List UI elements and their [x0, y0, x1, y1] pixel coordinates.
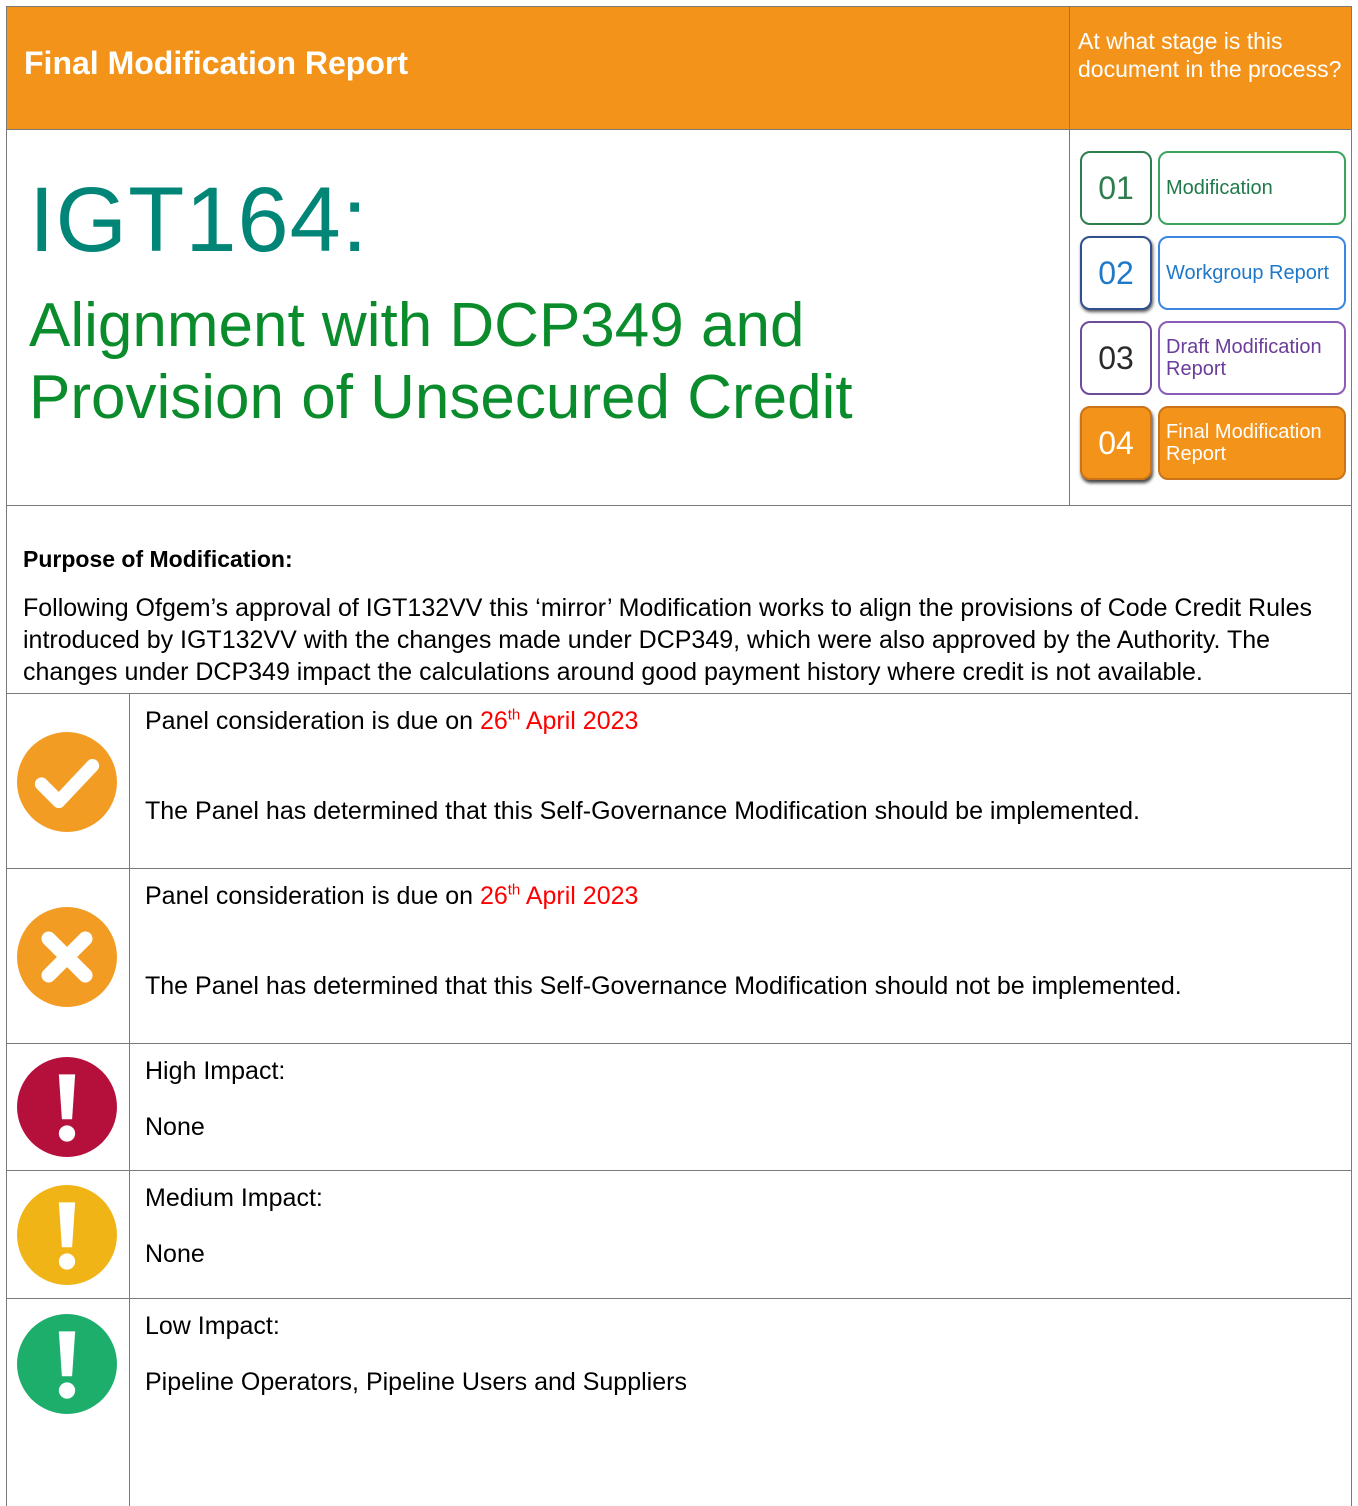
modification-title-line-2: Provision of Unsecured Credit — [29, 363, 853, 432]
high-impact-icon — [16, 1056, 118, 1158]
stage-label: Modification — [1158, 151, 1346, 225]
title-block — [6, 130, 1070, 506]
impact-icon-cell — [7, 1171, 130, 1298]
medium-impact-icon — [16, 1184, 118, 1286]
stage-02 — [1080, 236, 1346, 310]
panel-date-line — [145, 706, 638, 736]
decision-row-not-implemented — [6, 869, 1352, 1044]
impact-label: Low Impact: — [145, 1312, 280, 1340]
cross-icon — [16, 906, 118, 1008]
impact-value: None — [145, 1113, 205, 1141]
decision-row-implemented — [6, 694, 1352, 869]
decision-statement: The Panel has determined that this Self-Governance Modification should not be implemented. — [145, 972, 1182, 1000]
stage-number: 02 — [1080, 236, 1152, 310]
impact-value: None — [145, 1240, 205, 1268]
decision-statement: The Panel has determined that this Self-Governance Modification should be implemented. — [145, 797, 1141, 825]
impact-value: Pipeline Operators, Pipeline Users and Suppliers — [145, 1368, 687, 1396]
purpose-text: Following Ofgem’s approval of IGT132VV this ‘mirror’ Modification works to align the provisions of Code Credit Rules introduced by IGT132VV with the changes made under DCP349, which were also approved by the Authority. The changes under DCP349 impact the calculations around good payment history where credit is not available. — [23, 594, 1312, 686]
checkmark-icon — [16, 731, 118, 833]
modification-title — [29, 290, 1029, 434]
impact-row-low — [6, 1299, 1352, 1506]
modification-id: IGT164: — [29, 169, 369, 271]
panel-date: 26th April 2023 — [479, 706, 639, 735]
stage-tracker — [1070, 130, 1352, 506]
stage-question-cell — [1070, 6, 1352, 130]
purpose-heading: Purpose of Modification: — [23, 546, 293, 572]
impact-row-medium — [6, 1171, 1352, 1299]
stage-question: At what stage is this document in the process? — [1078, 28, 1342, 82]
stage-label: Workgroup Report — [1158, 236, 1346, 310]
low-impact-icon — [16, 1313, 118, 1415]
modification-title-line-1: Alignment with DCP349 and — [29, 291, 805, 360]
panel-date: 26th April 2023 — [479, 881, 639, 910]
panel-date-line — [145, 881, 638, 911]
stage-03 — [1080, 321, 1346, 395]
purpose-section — [6, 506, 1352, 694]
impact-icon-cell — [7, 1044, 130, 1170]
impact-icon-cell — [7, 1299, 130, 1506]
stage-number: 03 — [1080, 321, 1152, 395]
stage-01 — [1080, 151, 1346, 225]
stage-number: 01 — [1080, 151, 1152, 225]
header-band — [6, 6, 1070, 130]
decision-icon-cell — [7, 869, 130, 1043]
panel-date-prefix: Panel consideration is due on — [145, 882, 480, 910]
stage-number: 04 — [1080, 406, 1152, 480]
stage-label: Draft Modification Report — [1158, 321, 1346, 395]
stage-04-current — [1080, 406, 1346, 480]
stage-label: Final Modification Report — [1158, 406, 1346, 480]
impact-label: Medium Impact: — [145, 1184, 323, 1212]
decision-icon-cell — [7, 694, 130, 868]
document-type: Final Modification Report — [24, 45, 408, 81]
impact-label: High Impact: — [145, 1057, 286, 1085]
impact-row-high — [6, 1044, 1352, 1171]
panel-date-prefix: Panel consideration is due on — [145, 707, 480, 735]
